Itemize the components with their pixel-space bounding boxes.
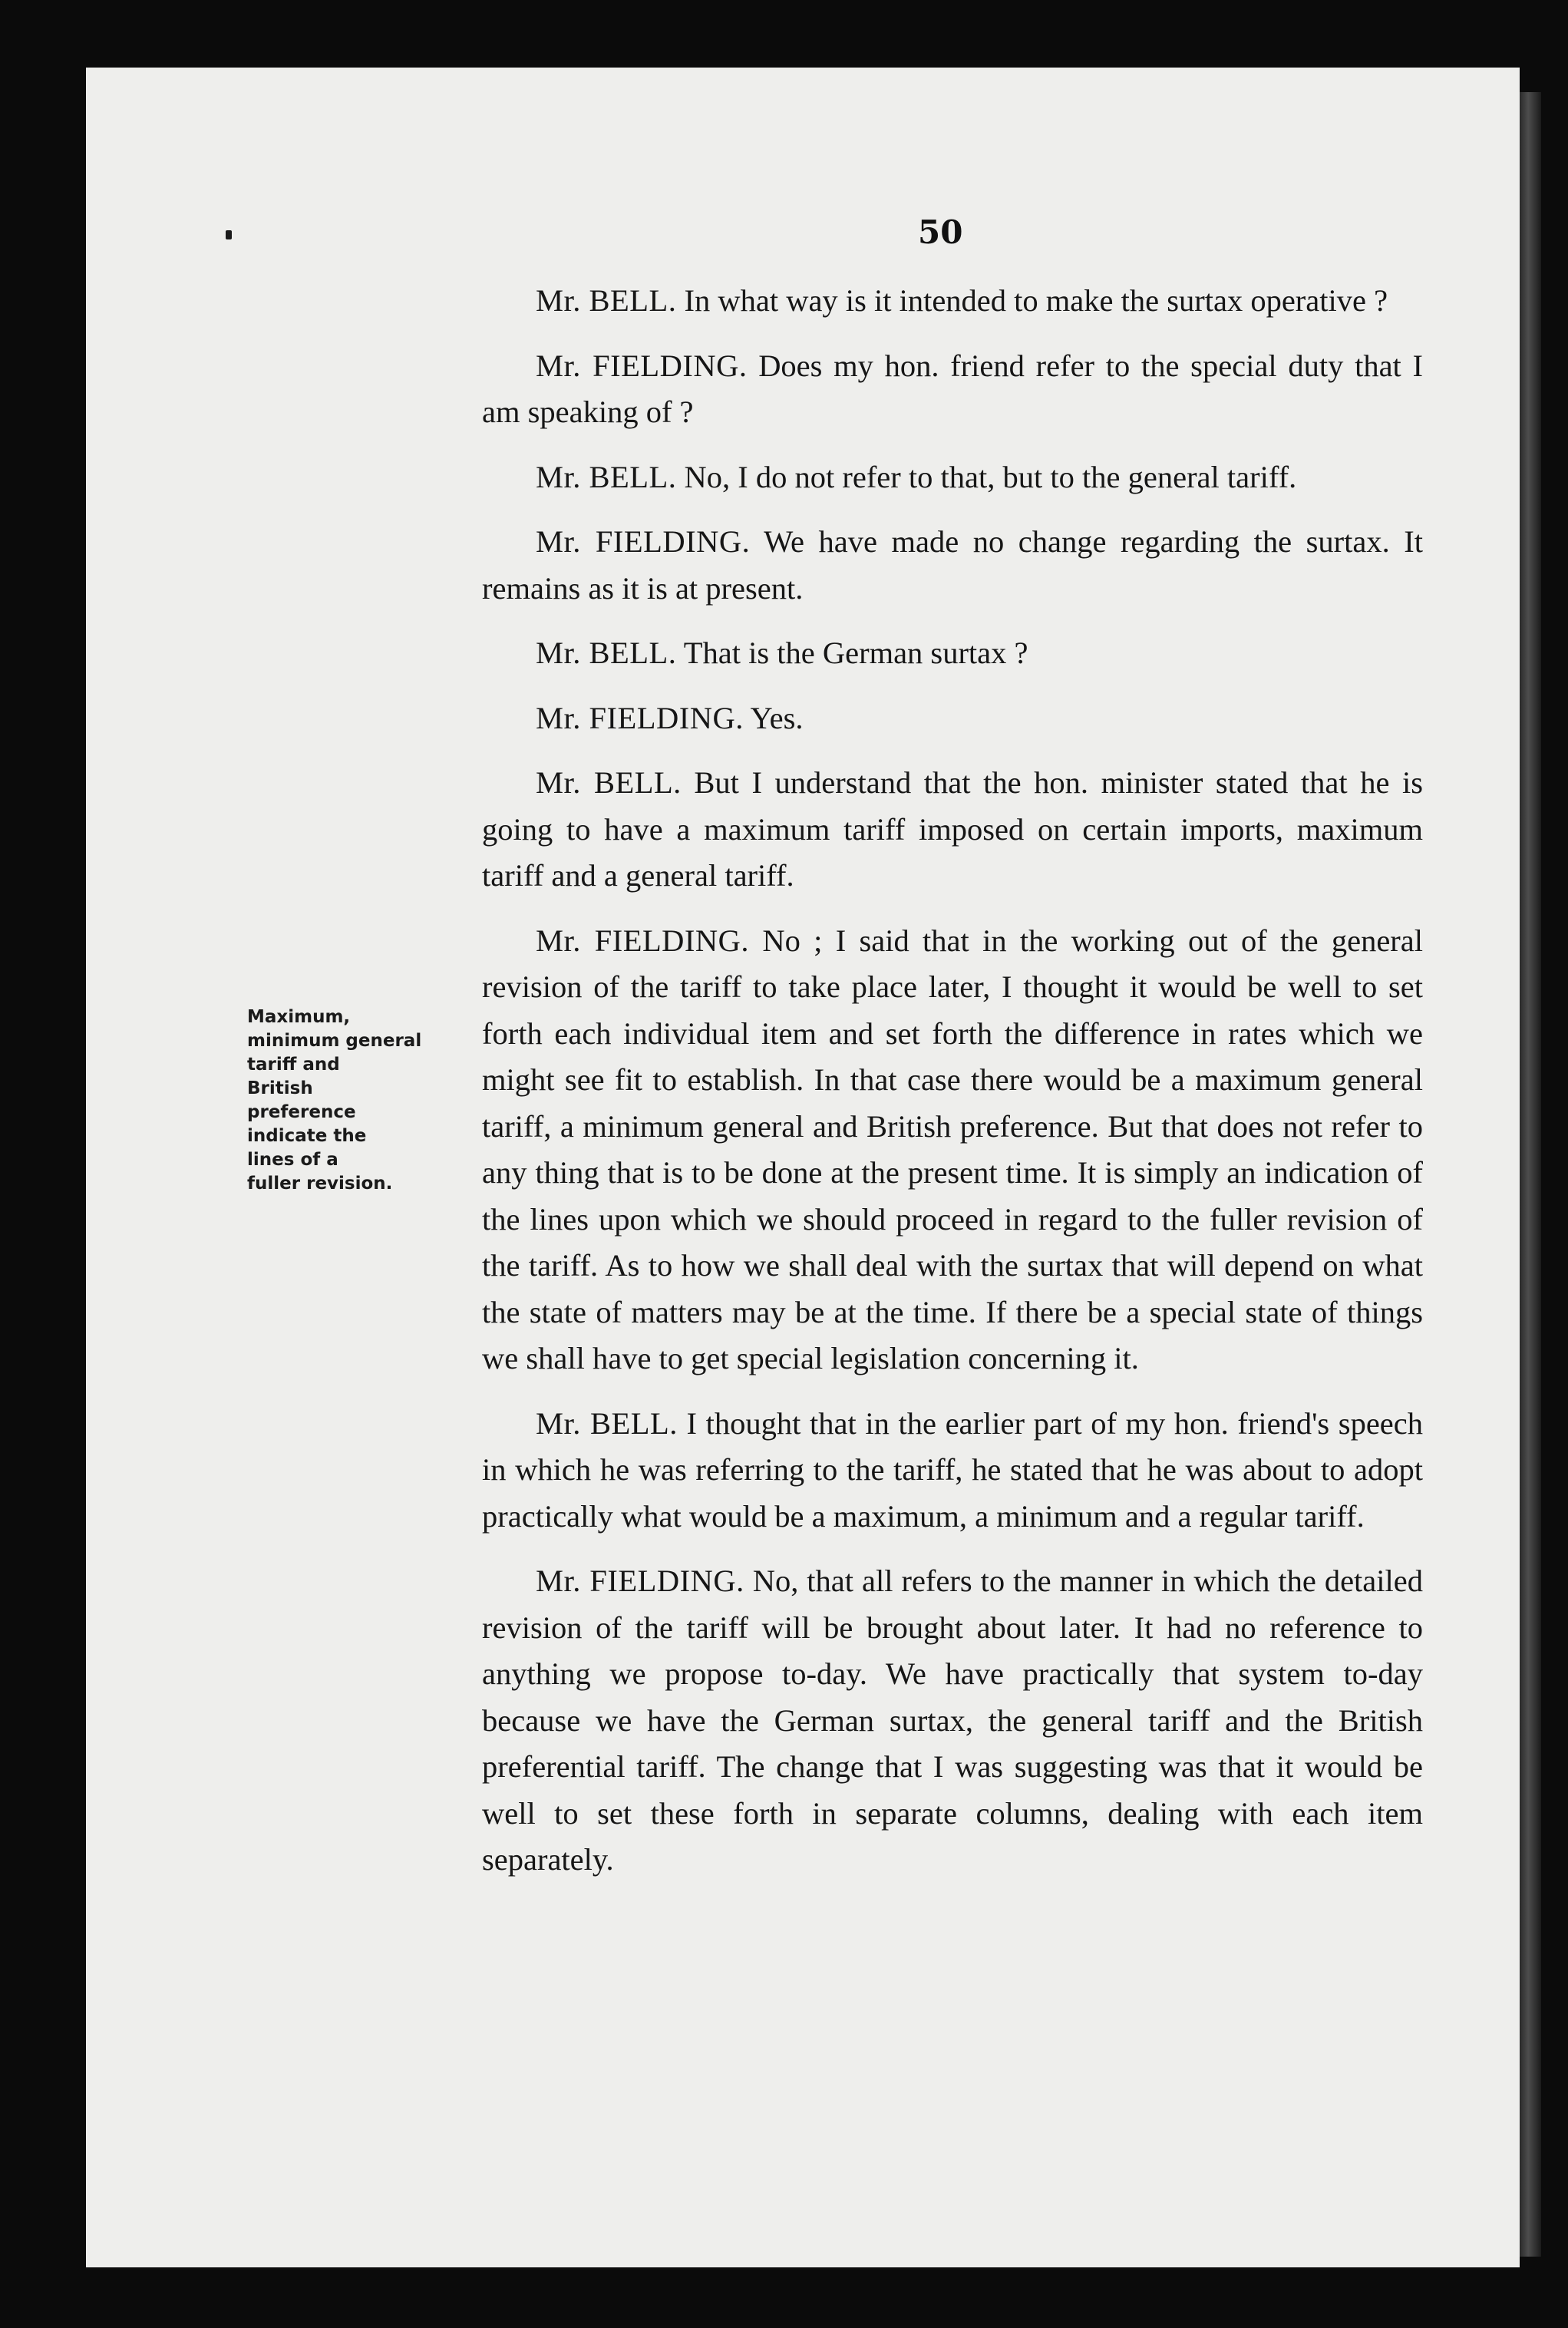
speech-text: But I understand that the hon. minister stated that he is going to have a maximum tariff imposed on certain imports, maximum tariff and a general tariff. <box>482 765 1423 893</box>
paragraph-8 <box>482 918 1423 1382</box>
speaker-name: Mr. BELL. <box>536 636 677 670</box>
speaker-name: Mr. FIELDING. <box>536 524 751 559</box>
speech-text: No ; I said that in the working out of the general revision of the tariff to take place later, I thought it would be well to set forth each individual item and set forth the difference in rates which we might see fit to establish. In that case there would be a maximum general tariff, a minimum general and British preference. But that does not refer to any thing that is to be done at the present time. It is simply an indication of the lines upon which we should proceed in regard to the fuller revision of the tariff. As to how we shall deal with the surtax that will depend on what the state of matters may be at the time. If there be a special state of things we shall have to get special legislation concerning it. <box>482 923 1424 1375</box>
paragraph-7 <box>482 760 1423 900</box>
speaker-name: Mr. BELL. <box>536 283 677 318</box>
paragraph-2 <box>482 343 1423 436</box>
paragraph-5 <box>482 630 1423 677</box>
speaker-name: Mr. FIELDING. <box>536 923 750 958</box>
speech-text: We have made no change regarding the surtax. It remains as it is at present. <box>482 524 1423 606</box>
speaker-name: Mr. BELL. <box>536 459 677 494</box>
speech-text: Yes. <box>750 700 804 735</box>
paragraph-4 <box>482 519 1423 612</box>
speaker-name: Mr. FIELDING. <box>536 1564 744 1598</box>
speech-text: I thought that in the earlier part of my hon. friend's speech in which he was referring to the tariff, he stated that he was about to adopt practically what would be a maximum, a minimum and a regular tariff. <box>482 1405 1423 1534</box>
book-spine-shadow <box>1520 92 1541 2257</box>
speech-text: That is the German surtax ? <box>683 636 1028 670</box>
paragraph-10 <box>482 1558 1423 1884</box>
paragraph-1 <box>482 278 1423 325</box>
speaker-name: Mr. BELL. <box>536 765 682 800</box>
paragraph-6 <box>482 695 1423 742</box>
speaker-name: Mr. BELL. <box>536 1405 678 1441</box>
speech-text: Does my hon. friend refer to the special duty that I am speaking of ? <box>482 348 1424 429</box>
speech-text: No, that all refers to the manner in which the detailed revision of the tariff will be brought about later. It had no reference to anything we propose to-day. We have practically that system to-day because we have the German surtax, the general tariff and the British preferential tariff. The change that I was suggesting was that it would be well to set these forth in separate columns, dealing with each item separately. <box>482 1564 1424 1877</box>
paragraph-9 <box>482 1401 1423 1540</box>
speech-text: No, I do not refer to that, but to the general tariff. <box>684 459 1297 494</box>
margin-note: Maximum, minimum general tariff and British preference indicate the lines of a fuller revision. <box>247 1007 422 1194</box>
speaker-name: Mr. FIELDING. <box>536 700 744 735</box>
speaker-name: Mr. FIELDING. <box>536 348 748 383</box>
ink-mark <box>226 230 232 239</box>
body-text <box>482 278 1423 1902</box>
page-number: 50 <box>918 213 963 251</box>
speech-text: In what way is it intended to make the surtax operative ? <box>684 283 1388 318</box>
paragraph-3 <box>482 454 1423 501</box>
